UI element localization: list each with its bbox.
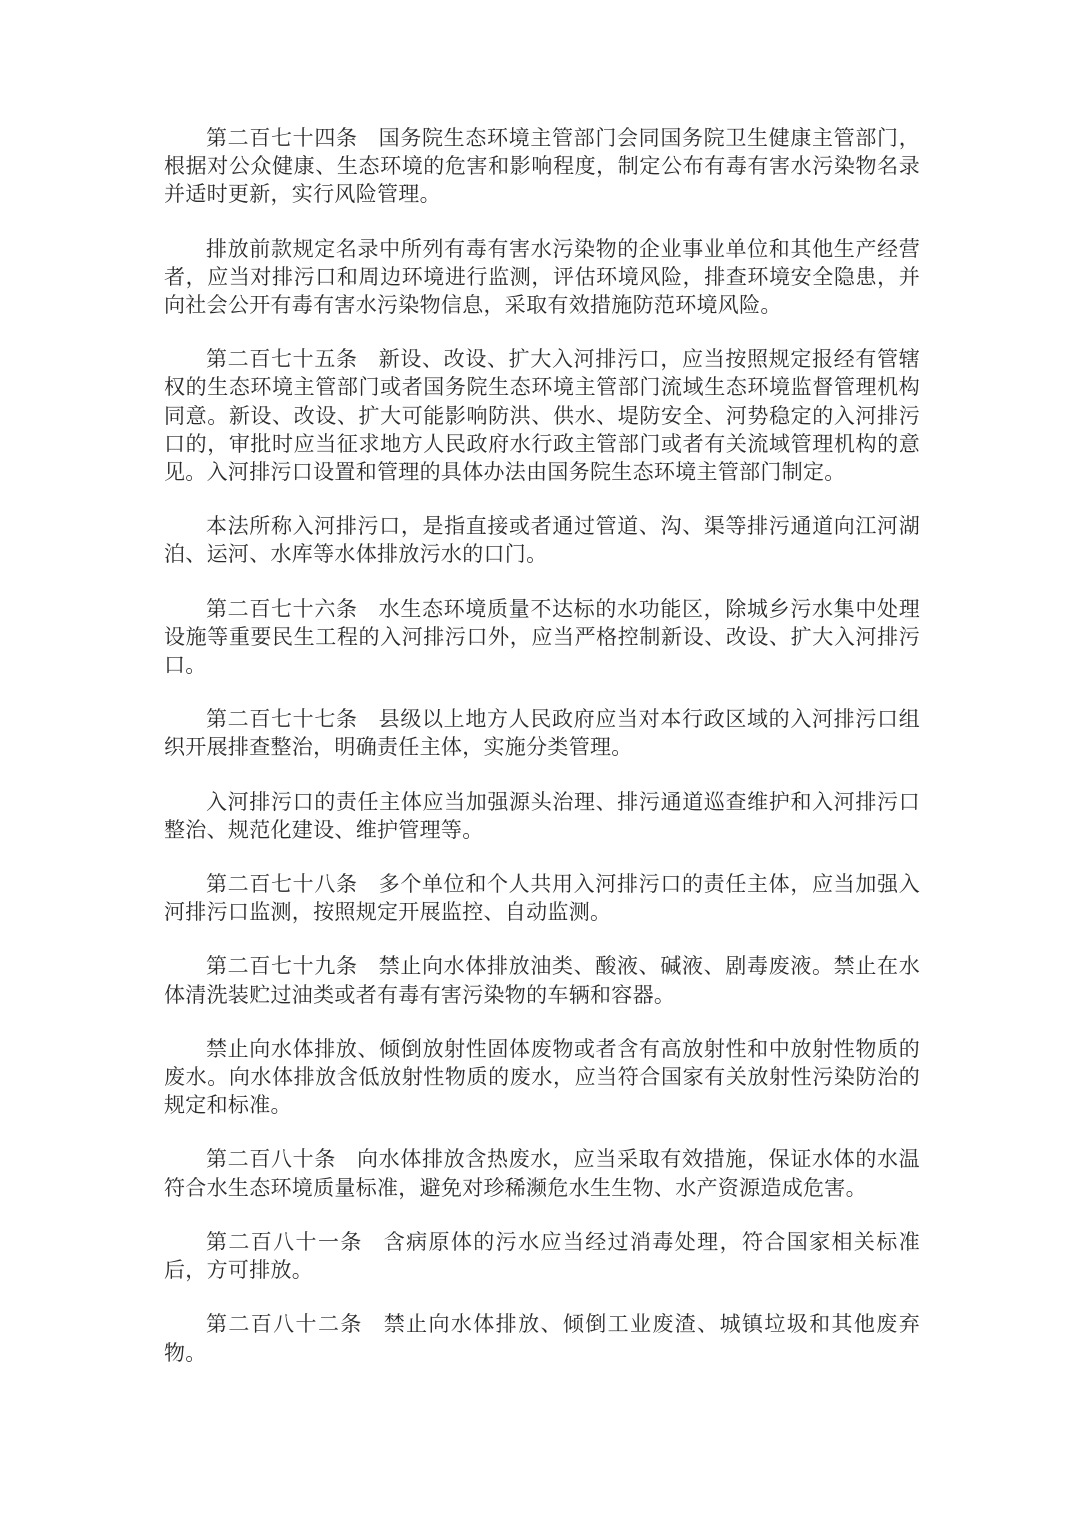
article-274-paragraph	[164, 124, 920, 209]
article-number: 第二百八十二条	[206, 1312, 363, 1337]
article-text: 多个单位和个人共用入河排污口的责任主体，应当加强入河排污口监测，按照规定开展监控、自动监测。	[164, 872, 920, 925]
article-281-paragraph	[164, 1228, 920, 1284]
article-text: 国务院生态环境主管部门会同国务院卫生健康主管部门，根据对公众健康、生态环境的危害和影响程度，制定公布有毒有害水污染物名录并适时更新，实行风险管理。	[164, 126, 920, 207]
article-278-paragraph	[164, 870, 920, 926]
paragraph-text: 入河排污口的责任主体应当加强源头治理、排污通道巡查维护和入河排污口整治、规范化建设、维护管理等。	[164, 789, 920, 842]
article-number: 第二百七十四条	[206, 126, 358, 150]
article-277-paragraph	[164, 705, 920, 761]
article-text: 向水体排放含热废水，应当采取有效措施，保证水体的水温符合水生态环境质量标准，避免对珍稀濒危水生生物、水产资源造成危害。	[164, 1147, 920, 1200]
article-text: 县级以上地方人民政府应当对本行政区域的入河排污口组织开展排查整治，明确责任主体，实施分类管理。	[164, 707, 920, 760]
article-274-paragraph-2	[164, 235, 920, 320]
article-text: 禁止向水体排放油类、酸液、碱液、剧毒废液。禁止在水体清洗装贮过油类或者有毒有害污染物的车辆和容器。	[164, 954, 920, 1007]
article-number: 第二百七十七条	[206, 707, 358, 732]
article-text: 含病原体的污水应当经过消毒处理，符合国家相关标准后，方可排放。	[164, 1229, 920, 1283]
article-text: 水生态环境质量不达标的水功能区，除城乡污水集中处理设施等重要民生工程的入河排污口外，应当严格控制新设、改设、扩大入河排污口。	[164, 596, 920, 678]
paragraph-text: 本法所称入河排污口，是指直接或者通过管道、沟、渠等排污通道向江河湖泊、运河、水库等水体排放污水的口门。	[164, 514, 920, 567]
article-number: 第二百七十九条	[206, 954, 358, 979]
document-body	[164, 124, 920, 1393]
article-279-paragraph-2	[164, 1035, 920, 1120]
article-text: 新设、改设、扩大入河排污口，应当按照规定报经有管辖权的生态环境主管部门或者国务院生态环境主管部门流域生态环境监督管理机构同意。新设、改设、扩大可能影响防洪、供水、堤防安全、河势稳定的入河排污口的，审批时应当征求地方人民政府水行政主管部门或者有关流域管理机构的意见。入河排污口设置和管理的具体办法由国务院生态环境主管部门制定。	[164, 347, 920, 485]
article-277-paragraph-2	[164, 788, 920, 844]
article-282-paragraph	[164, 1310, 920, 1366]
article-text: 禁止向水体排放、倾倒工业废渣、城镇垃圾和其他废弃物。	[164, 1312, 920, 1365]
paragraph-text: 排放前款规定名录中所列有毒有害水污染物的企业事业单位和其他生产经营者，应当对排污口和周边环境进行监测，评估环境风险，排查环境安全隐患，并向社会公开有毒有害水污染物信息，采取有效措施防范环境风险。	[164, 236, 920, 318]
article-275-paragraph	[164, 345, 920, 486]
article-number: 第二百七十八条	[206, 872, 358, 897]
paragraph-text: 禁止向水体排放、倾倒放射性固体废物或者含有高放射性和中放射性物质的废水。向水体排放含低放射性物质的废水，应当符合国家有关放射性污染防治的规定和标准。	[164, 1036, 920, 1118]
article-number: 第二百八十条	[206, 1147, 337, 1172]
article-276-paragraph	[164, 595, 920, 680]
article-number: 第二百八十一条	[206, 1229, 363, 1254]
article-number: 第二百七十五条	[206, 347, 358, 372]
article-number: 第二百七十六条	[206, 596, 358, 621]
article-280-paragraph	[164, 1145, 920, 1201]
article-279-paragraph	[164, 952, 920, 1008]
article-275-paragraph-2	[164, 512, 920, 568]
